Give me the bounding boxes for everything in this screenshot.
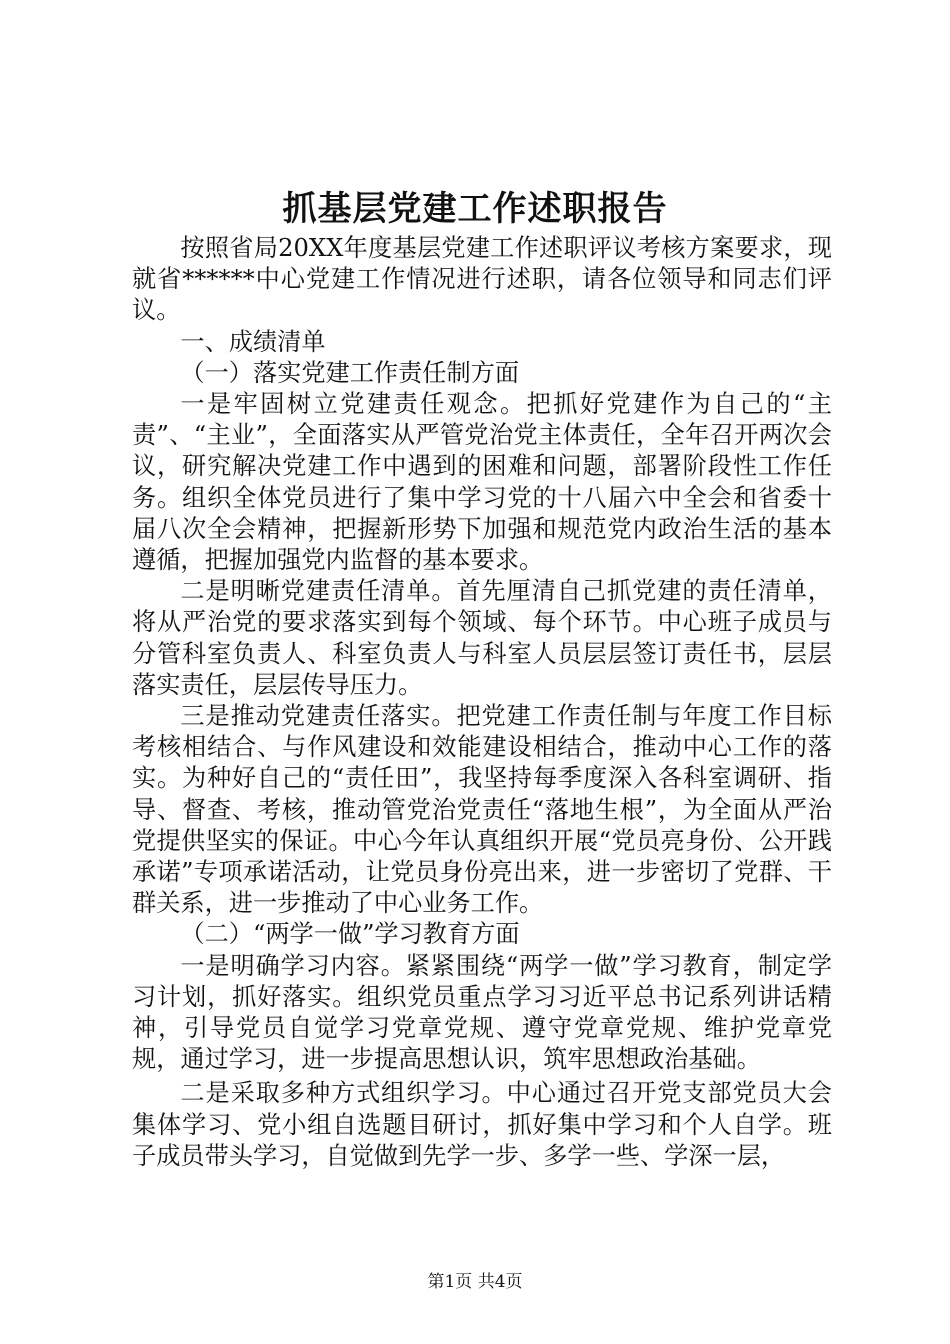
paragraph: 二是明晰党建责任清单。首先厘清自己抓党建的责任清单，将从严治党的要求落实到每个领域、每个环节。中心班子成员与分管科室负责人、科室负责人与科室人员层层签订责任书，层层落实责任，层层传导压力。 (132, 577, 832, 699)
paragraph: 三是推动党建责任落实。把党建工作责任制与年度工作目标考核相结合、与作风建设和效能建设相结合，推动中心工作的落实。为种好自己的“责任田”，我坚持每季度深入各科室调研、指导、督查、考核，推动管党治党责任“落地生根”，为全面从严治党提供坚实的保证。中心今年认真组织开展“党员亮身份、公开践承诺”专项承诺活动，让党员身份亮出来，进一步密切了党群、干群关系，进一步推动了中心业务工作。 (132, 702, 832, 918)
paragraph: 一是牢固树立党建责任观念。把抓好党建作为自己的“主责”、“主业”，全面落实从严管党治党主体责任，全年召开两次会议，研究解决党建工作中遇到的困难和问题，部署阶段性工作任务。组织全体党员进行了集中学习党的十八届六中全会和省委十届八次全会精神，把握新形势下加强和规范党内政治生活的基本遵循，把握加强党内监督的基本要求。 (132, 390, 832, 575)
paragraph-intro: 按照省局20XX年度基层党建工作述职评议考核方案要求，现就省******中心党建工作情况进行述职，请各位领导和同志们评议。 (132, 234, 832, 325)
page-number-footer: 第1页 共4页 (427, 1272, 523, 1292)
document-body (132, 233, 832, 1172)
subsection-heading: （二）“两学一做”学习教育方面 (180, 920, 520, 949)
paragraph: 二是采取多种方式组织学习。中心通过召开党支部党员大会集体学习、党小组自选题目研讨，抓好集中学习和个人自学。班子成员带头学习，自觉做到先学一步、多学一些、学深一层， (132, 1079, 832, 1170)
paragraph: 一是明确学习内容。紧紧围绕“两学一做”学习教育，制定学习计划，抓好落实。组织党员重点学习习近平总书记系列讲话精神，引导党员自觉学习党章党规、遵守党章党规、维护党章党规，通过学习，进一步提高思想认识，筑牢思想政治基础。 (132, 951, 832, 1074)
document-title: 抓基层党建工作述职报告 (282, 189, 668, 229)
section-heading: 一、成绩清单 (180, 327, 326, 356)
subsection-heading: （一）落实党建工作责任制方面 (180, 358, 520, 387)
